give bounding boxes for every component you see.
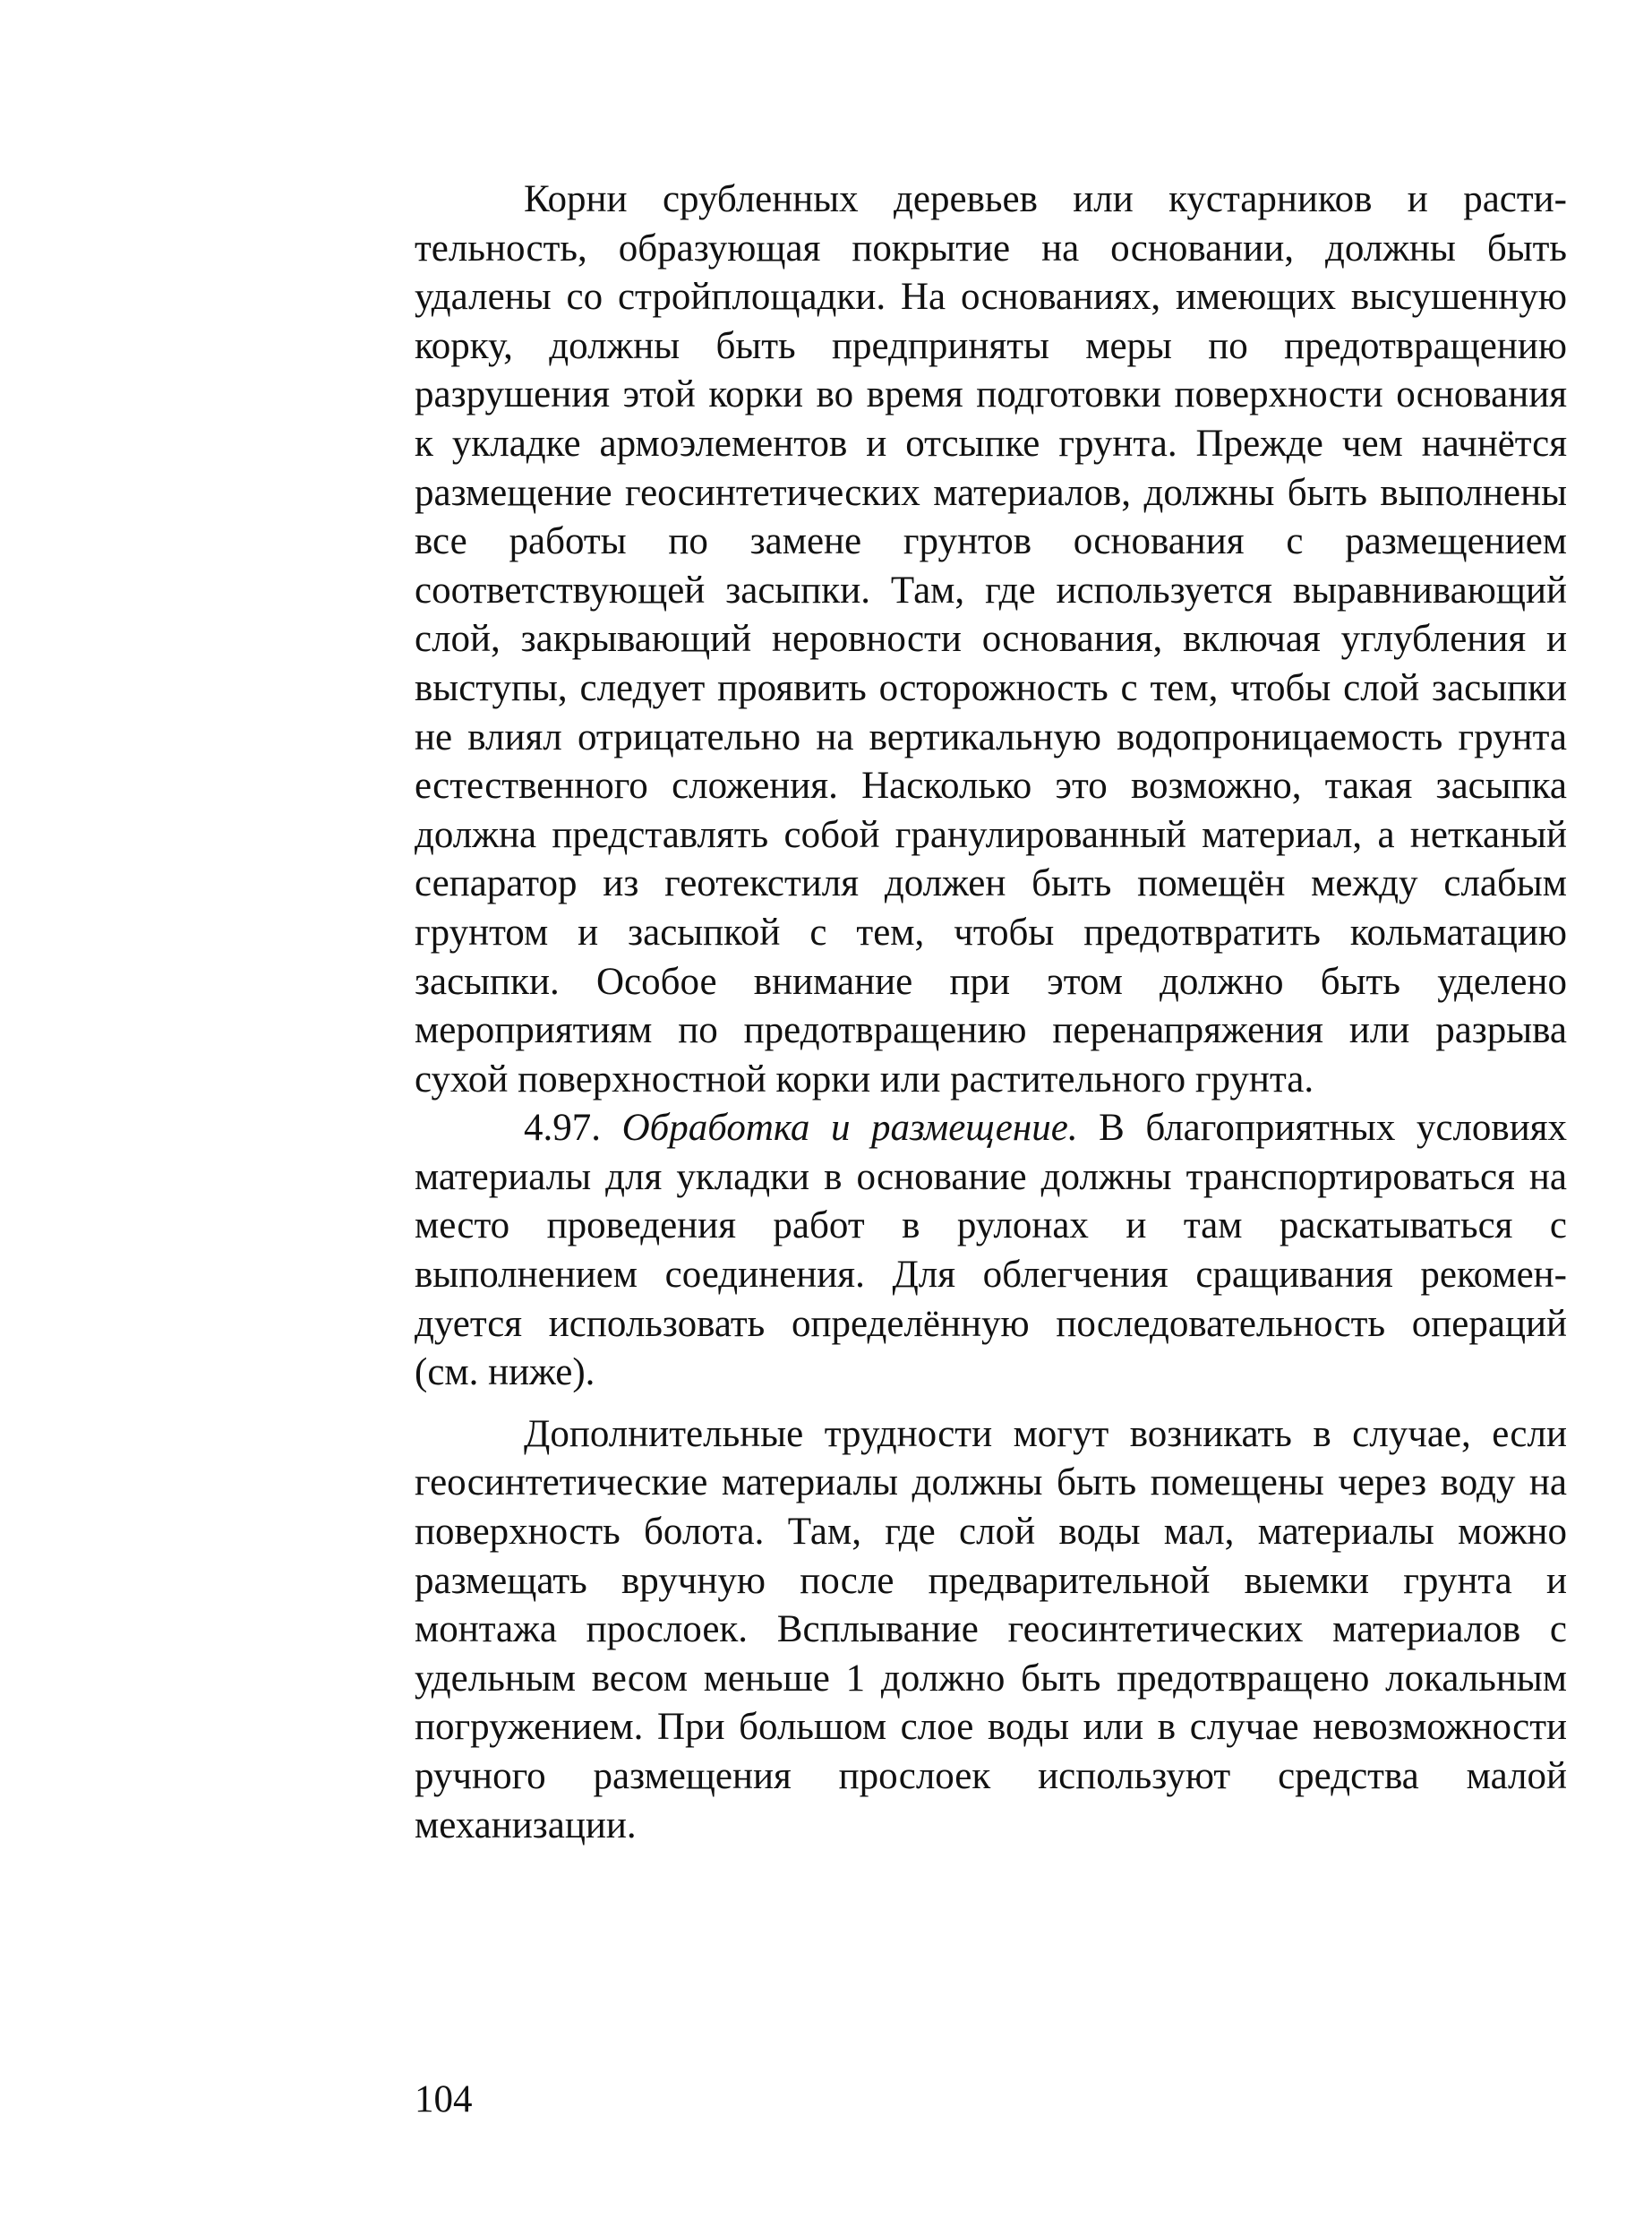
body-text xyxy=(415,176,1567,1850)
paragraph-section-4-97 xyxy=(415,1104,1567,1398)
page-number: 104 xyxy=(415,2078,473,2120)
paragraph-water-placement: Дополнительные трудности могут возникать в случае, если геосинтетические материалы должны быть помещены через воду на поверхность болота. Там, где слой воды мал, материалы можно размещать вручную после предварительной выемки грунта и монтажа прослоек. Всплывание геосинтетических материалов с удельным весом меньше 1 должно быть предотвращено локальным погружением. При большом слое воды или в случае невозможности ручного размещения прослоек используют средства малой механизации. xyxy=(415,1412,1567,1846)
section-body: В благоприятных условиях материалы для укладки в основание должны транспортироваться на место проведения работ в рулонах и там раскатываться с выполнением соединения. Для облегчения сращивания рекомендуется использовать определённую последовательность операций (см. ниже). xyxy=(415,1107,1568,1394)
section-title: Обработка и размещение. xyxy=(621,1107,1078,1150)
section-number: 4.97. xyxy=(524,1107,601,1150)
paragraph-site-clearing: Корни срубленных деревьев или кустарников и растительность, образующая покрытие на основании, должны быть удалены со стройплощадки. На основаниях, имеющих высушенную корку, должны быть предприняты меры по предотвращению разрушения этой корки во время подготовки поверхности основания к укладке армоэлементов и отсыпке грунта. Прежде чем начнётся размещение геосинтетических материалов, должны быть выполнены все работы по замене грунтов основания с размещением соответствующей засыпки. Там, где используется выравнивающий слой, закрывающий неровности основания, включая углубления и выступы, следует проявить осторожность с тем, чтобы слой засыпки не влиял отрицательно на вертикальную водопроницаемость грунта естественного сложения. Насколько это возможно, такая засыпка должна представлять собой гранулированный материал, а нетканый сепаратор из геотекстиля должен быть помещён между слабым грунтом и засыпкой с тем, чтобы предотвратить кольматацию засыпки. Особое внимание при этом должно быть уделено мероприятиям по предотвращению перенапряжения или разрыва сухой поверхностной корки или растительного грунта. xyxy=(415,178,1567,1101)
